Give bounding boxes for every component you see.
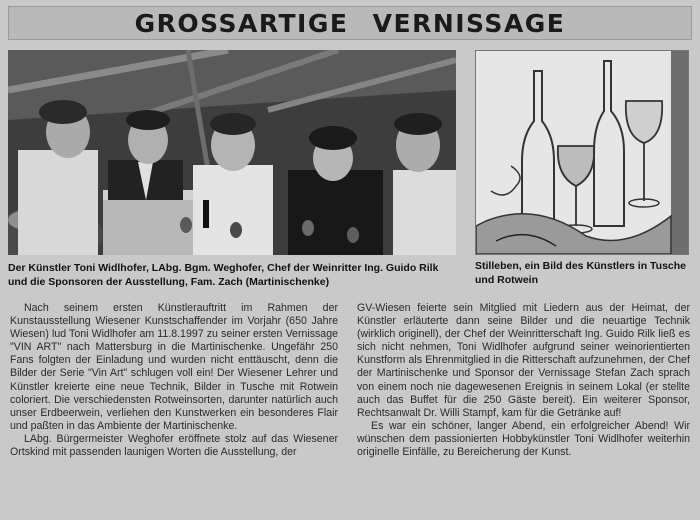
article-column-left [10,302,338,459]
caption-still-life: Stilleben, ein Bild des Künstlers in Tusche und Rotwein [475,260,687,286]
paragraph: Nach seinem ersten Künstlerauftritt im Rahmen der Kunstausstellung Wiesener Kunstschaffender im Vorjahr (650 Jahre Wiesen) lud Toni Widlhofer am 11.8.1997 zu seiner ersten Vernissage "VIN ART" nach Mattersburg in die Martinischenke. Ungefähr 250 Fans folgten der Einladung und wurden nicht enttäuscht, denn die Bilder der Serie "Vin Art" schlugen voll ein! Der Wiesener Lehrer und Künstler kreierte eine neue Technik, Bilder in Tusche mit Rotwein coloriert. Die verschiedensten Rotweinsorten, darunter natürlich auch unser Erdbeerwein, verliehen den Kunstwerken ein besonderes Flair und paßten in das Ambiente der Martinischenke. [10,302,338,432]
still-life-illustration [476,51,688,254]
paragraph: GV-Wiesen feierte sein Mitglied mit Liedern aus der Heimat, der Künstler erläuterte dann seine Bilder und die neuartige Technik (wirklich originell), der Chef der Weinritterschaft Ing. Guido Rilk ließ es sich nicht nehmen, Toni Widlhofer aufgrund seiner weinorientierten Kunstform als Ehrenmitglied in die Ritterschaft aufzunehmen, der Chef der Martinischenke und Sponsor der Vernissage Stefan Zach sprach von einem noch nie dagewesenen Ereignis in seinem Lokal (er stellte auch das Buffet für die 250 Gäste bereit). Ein weiterer Sponsor, Rechtsanwalt Dr. Willi Stampf, kam für die Getränke auf! [357,302,690,419]
still-life-painting [475,50,689,255]
headline-banner [8,6,692,40]
group-photo-illustration [8,50,456,255]
paragraph: Es war ein schöner, langer Abend, ein erfolgreicher Abend! Wir wünschen dem passionierten Hobbykünstler Toni Widlhofer weiterhin originelle Einfälle, zu Bereicherung der Kunst. [357,419,690,459]
paragraph: LAbg. Bürgermeister Weghofer eröffnete stolz auf das Wiesener Ortskind mit passenden launigen Worten die Ausstellung, der [10,432,338,459]
group-photo [8,50,456,255]
article-column-right [357,302,690,459]
headline: GROSSARTIGE VERNISSAGE [134,8,566,38]
caption-group-photo: Der Künstler Toni Widlhofer, LAbg. Bgm. Weghofer, Chef der Weinritter Ing. Guido Rilk und die Sponsoren der Ausstellung, Fam. Zach (Martinischenke) [8,262,439,288]
